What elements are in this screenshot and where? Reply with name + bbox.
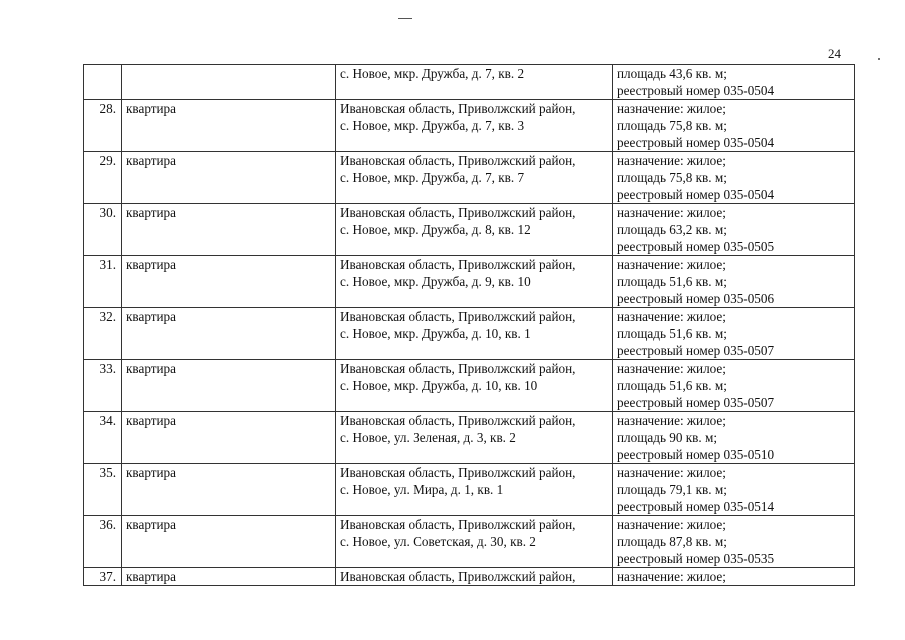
- detail-line: площадь 63,2 кв. м;: [617, 222, 727, 237]
- detail-line: реестровый номер 035-0535: [617, 551, 775, 566]
- detail-line: назначение: жилое;: [617, 257, 726, 272]
- object-address: [336, 516, 613, 568]
- address-line: с. Новое, ул. Мира, д. 1, кв. 1: [340, 482, 504, 497]
- object-details: [613, 568, 855, 586]
- detail-line: реестровый номер 035-0505: [617, 239, 775, 254]
- table-row: [84, 204, 855, 256]
- row-number: 32.: [84, 308, 122, 360]
- object-address: [336, 568, 613, 586]
- detail-line: реестровый номер 035-0507: [617, 395, 775, 410]
- address-line: с. Новое, мкр. Дружба, д. 8, кв. 12: [340, 222, 531, 237]
- row-number: 35.: [84, 464, 122, 516]
- property-registry-table: [83, 64, 855, 586]
- detail-line: реестровый номер 035-0504: [617, 187, 775, 202]
- detail-line: реестровый номер 035-0514: [617, 499, 775, 514]
- row-number: 29.: [84, 152, 122, 204]
- object-address: [336, 360, 613, 412]
- object-address: [336, 65, 613, 100]
- detail-line: реестровый номер 035-0504: [617, 135, 775, 150]
- object-details: [613, 152, 855, 204]
- row-number: 36.: [84, 516, 122, 568]
- address-line: с. Новое, мкр. Дружба, д. 9, кв. 10: [340, 274, 531, 289]
- detail-line: назначение: жилое;: [617, 413, 726, 428]
- object-address: [336, 256, 613, 308]
- object-address: [336, 308, 613, 360]
- object-address: [336, 464, 613, 516]
- detail-line: назначение: жилое;: [617, 361, 726, 376]
- object-type: квартира: [122, 100, 336, 152]
- row-number: 31.: [84, 256, 122, 308]
- object-address: [336, 204, 613, 256]
- page-number: 24: [828, 46, 841, 61]
- address-line: Ивановская область, Приволжский район,: [340, 361, 576, 376]
- detail-line: площадь 90 кв. м;: [617, 430, 717, 445]
- address-line: Ивановская область, Приволжский район,: [340, 569, 576, 584]
- object-type: квартира: [122, 204, 336, 256]
- scan-speck: [878, 58, 880, 60]
- object-details: [613, 360, 855, 412]
- object-type: квартира: [122, 516, 336, 568]
- table-row: [84, 360, 855, 412]
- detail-line: назначение: жилое;: [617, 205, 726, 220]
- object-type: квартира: [122, 464, 336, 516]
- detail-line: реестровый номер 035-0506: [617, 291, 775, 306]
- object-type: квартира: [122, 360, 336, 412]
- object-details: [613, 256, 855, 308]
- row-number: 28.: [84, 100, 122, 152]
- address-line: Ивановская область, Приволжский район,: [340, 101, 576, 116]
- detail-line: площадь 51,6 кв. м;: [617, 378, 727, 393]
- object-address: [336, 412, 613, 464]
- address-line: с. Новое, мкр. Дружба, д. 10, кв. 10: [340, 378, 538, 393]
- object-details: [613, 516, 855, 568]
- row-number: [84, 65, 122, 100]
- table-row: [84, 412, 855, 464]
- object-type: квартира: [122, 308, 336, 360]
- row-number: 37.: [84, 568, 122, 586]
- object-address: [336, 152, 613, 204]
- detail-line: назначение: жилое;: [617, 309, 726, 324]
- detail-line: площадь 75,8 кв. м;: [617, 170, 727, 185]
- object-details: [613, 464, 855, 516]
- object-details: [613, 65, 855, 100]
- address-line: Ивановская область, Приволжский район,: [340, 517, 576, 532]
- address-line: с. Новое, мкр. Дружба, д. 7, кв. 2: [340, 66, 525, 81]
- table-row: [84, 464, 855, 516]
- row-number: 34.: [84, 412, 122, 464]
- object-details: [613, 204, 855, 256]
- object-address: [336, 100, 613, 152]
- address-line: Ивановская область, Приволжский район,: [340, 309, 576, 324]
- scan-mark: [398, 18, 412, 19]
- detail-line: площадь 51,6 кв. м;: [617, 326, 727, 341]
- address-line: с. Новое, ул. Советская, д. 30, кв. 2: [340, 534, 536, 549]
- table-body: [84, 65, 855, 586]
- object-details: [613, 100, 855, 152]
- address-line: с. Новое, мкр. Дружба, д. 7, кв. 7: [340, 170, 525, 185]
- table-row: [84, 256, 855, 308]
- object-type: квартира: [122, 256, 336, 308]
- detail-line: площадь 51,6 кв. м;: [617, 274, 727, 289]
- detail-line: реестровый номер 035-0510: [617, 447, 775, 462]
- object-type: квартира: [122, 412, 336, 464]
- address-line: с. Новое, ул. Зеленая, д. 3, кв. 2: [340, 430, 516, 445]
- row-number: 30.: [84, 204, 122, 256]
- detail-line: назначение: жилое;: [617, 465, 726, 480]
- detail-line: реестровый номер 035-0507: [617, 343, 775, 358]
- detail-line: площадь 75,8 кв. м;: [617, 118, 727, 133]
- detail-line: реестровый номер 035-0504: [617, 83, 775, 98]
- detail-line: назначение: жилое;: [617, 569, 726, 584]
- detail-line: площадь 43,6 кв. м;: [617, 66, 727, 81]
- object-details: [613, 308, 855, 360]
- table-row: [84, 308, 855, 360]
- address-line: с. Новое, мкр. Дружба, д. 10, кв. 1: [340, 326, 531, 341]
- table-row: [84, 100, 855, 152]
- address-line: Ивановская область, Приволжский район,: [340, 413, 576, 428]
- table-row: [84, 65, 855, 100]
- object-type: [122, 65, 336, 100]
- table-row: [84, 152, 855, 204]
- row-number: 33.: [84, 360, 122, 412]
- address-line: Ивановская область, Приволжский район,: [340, 465, 576, 480]
- address-line: Ивановская область, Приволжский район,: [340, 257, 576, 272]
- detail-line: назначение: жилое;: [617, 517, 726, 532]
- address-line: Ивановская область, Приволжский район,: [340, 153, 576, 168]
- object-type: квартира: [122, 568, 336, 586]
- detail-line: назначение: жилое;: [617, 101, 726, 116]
- table-row: [84, 516, 855, 568]
- address-line: Ивановская область, Приволжский район,: [340, 205, 576, 220]
- address-line: с. Новое, мкр. Дружба, д. 7, кв. 3: [340, 118, 525, 133]
- object-type: квартира: [122, 152, 336, 204]
- table-row: [84, 568, 855, 586]
- detail-line: площадь 87,8 кв. м;: [617, 534, 727, 549]
- object-details: [613, 412, 855, 464]
- detail-line: площадь 79,1 кв. м;: [617, 482, 727, 497]
- detail-line: назначение: жилое;: [617, 153, 726, 168]
